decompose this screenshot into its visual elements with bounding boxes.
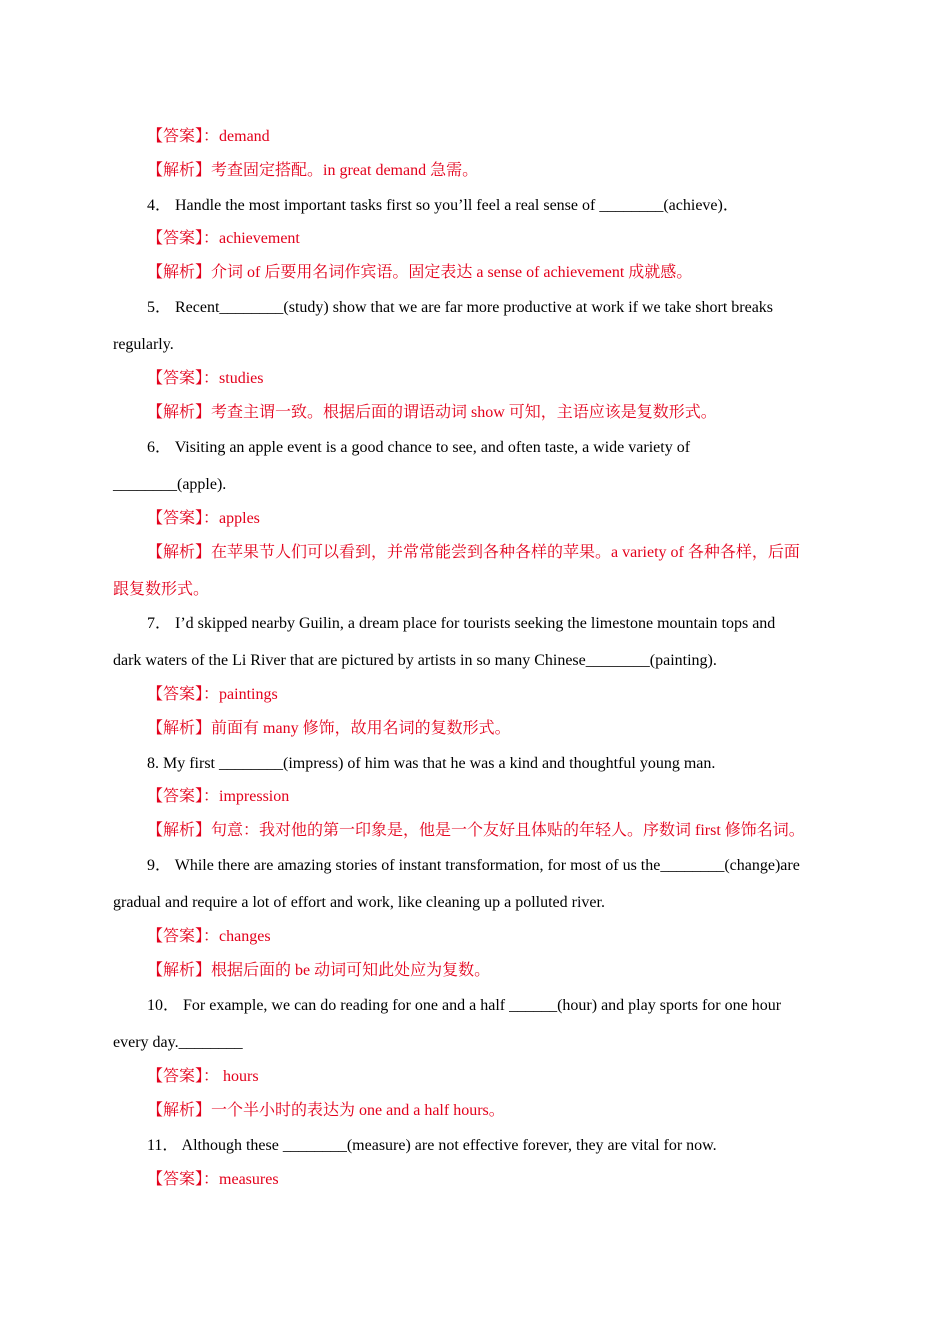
answer-tag: 【答案】：	[147, 686, 220, 703]
answer-10	[147, 1067, 259, 1087]
answer-tag: 【答案】：	[147, 788, 220, 805]
explanation-6-line-2: 跟复数形式。	[113, 581, 210, 598]
answer-text: changes	[219, 928, 271, 945]
question-9-line-2: gradual and require a lot of effort and work, like cleaning up a polluted river.	[113, 894, 605, 911]
explanation-4	[147, 263, 692, 283]
answer-tag: 【答案】：	[147, 370, 220, 387]
answer-text: achievement	[219, 230, 300, 247]
answer-text: paintings	[219, 686, 278, 703]
answer-tag: 【答案】：	[147, 128, 220, 145]
explanation-tag: 【解析】	[147, 162, 212, 179]
question-10-line-1: 10． For example, we can do reading for one and a half ______(hour) and play sports for one hour	[147, 997, 782, 1014]
explanation-3	[147, 161, 478, 181]
explanation-text: 考查固定搭配。in great demand 急需。	[211, 162, 479, 179]
answer-text: apples	[219, 510, 260, 527]
question-7-line-2: dark waters of the Li River that are pictured by artists in so many Chinese________(painting).	[113, 652, 717, 669]
answer-text: impression	[219, 788, 290, 805]
answer-tag: 【答案】：	[147, 928, 220, 945]
answer-text: hours	[219, 1068, 259, 1085]
explanation-text: 前面有 many 修饰，故用名词的复数形式。	[211, 720, 511, 737]
answer-tag: 【答案】：	[147, 1068, 220, 1085]
answer-tag: 【答案】：	[147, 1171, 220, 1188]
explanation-tag: 【解析】	[147, 962, 212, 979]
answer-4	[147, 229, 300, 249]
explanation-text: 根据后面的 be 动词可知此处应为复数。	[211, 962, 491, 979]
question-8: 8. My first ________(impress) of him was that he was a kind and thoughtful young man.	[147, 755, 716, 772]
question-5-line-1: 5． Recent________(study) show that we are far more productive at work if we take short breaks	[147, 299, 774, 316]
explanation-8	[147, 821, 805, 841]
question-7-line-1: 7． I’d skipped nearby Guilin, a dream place for tourists seeking the limestone mountain tops and	[147, 615, 776, 632]
explanation-tag: 【解析】	[147, 264, 212, 281]
explanation-9	[147, 961, 490, 981]
answer-7	[147, 685, 278, 705]
explanation-tag: 【解析】	[147, 822, 212, 839]
question-6-line-2: ________(apple).	[113, 476, 227, 493]
answer-6	[147, 509, 260, 529]
answer-3	[147, 127, 270, 147]
explanation-10	[147, 1101, 505, 1121]
answer-8	[147, 787, 289, 807]
answer-tag: 【答案】：	[147, 230, 220, 247]
explanation-6-line-1	[147, 543, 800, 563]
answer-text: measures	[219, 1171, 279, 1188]
explanation-text: 一个半小时的表达为 one and a half hours。	[211, 1102, 505, 1119]
answer-9	[147, 927, 271, 947]
explanation-tag: 【解析】	[147, 544, 212, 561]
question-10-line-2: every day.________	[113, 1034, 243, 1051]
explanation-text: 在苹果节人们可以看到，并常常能尝到各种各样的苹果。a variety of 各种各样，后面	[211, 544, 800, 561]
answer-tag: 【答案】：	[147, 510, 220, 527]
explanation-5	[147, 403, 717, 423]
explanation-tag: 【解析】	[147, 1102, 212, 1119]
answer-text: demand	[219, 128, 270, 145]
explanation-tag: 【解析】	[147, 404, 212, 421]
question-4: 4． Handle the most important tasks first so you’ll feel a real sense of ________(achieve)．	[147, 197, 739, 214]
question-6-line-1: 6． Visiting an apple event is a good chance to see, and often taste, a wide variety of	[147, 439, 691, 456]
explanation-tag: 【解析】	[147, 720, 212, 737]
answer-5	[147, 369, 263, 389]
question-9-line-1: 9． While there are amazing stories of instant transformation, for most of us the________(change)are	[147, 857, 800, 874]
explanation-7	[147, 719, 511, 739]
answer-11	[147, 1170, 279, 1190]
question-5-line-2: regularly.	[113, 336, 174, 353]
explanation-text: 句意：我对他的第一印象是，他是一个友好且体贴的年轻人。序数词 first 修饰名词。	[211, 822, 805, 839]
answer-text: studies	[219, 370, 264, 387]
explanation-text: 介词 of 后要用名词作宾语。固定表达 a sense of achievement 成就感。	[211, 264, 693, 281]
explanation-text: 考查主谓一致。根据后面的谓语动词 show 可知，主语应该是复数形式。	[211, 404, 717, 421]
question-11: 11． Although these ________(measure) are not effective forever, they are vital for now.	[147, 1137, 717, 1154]
